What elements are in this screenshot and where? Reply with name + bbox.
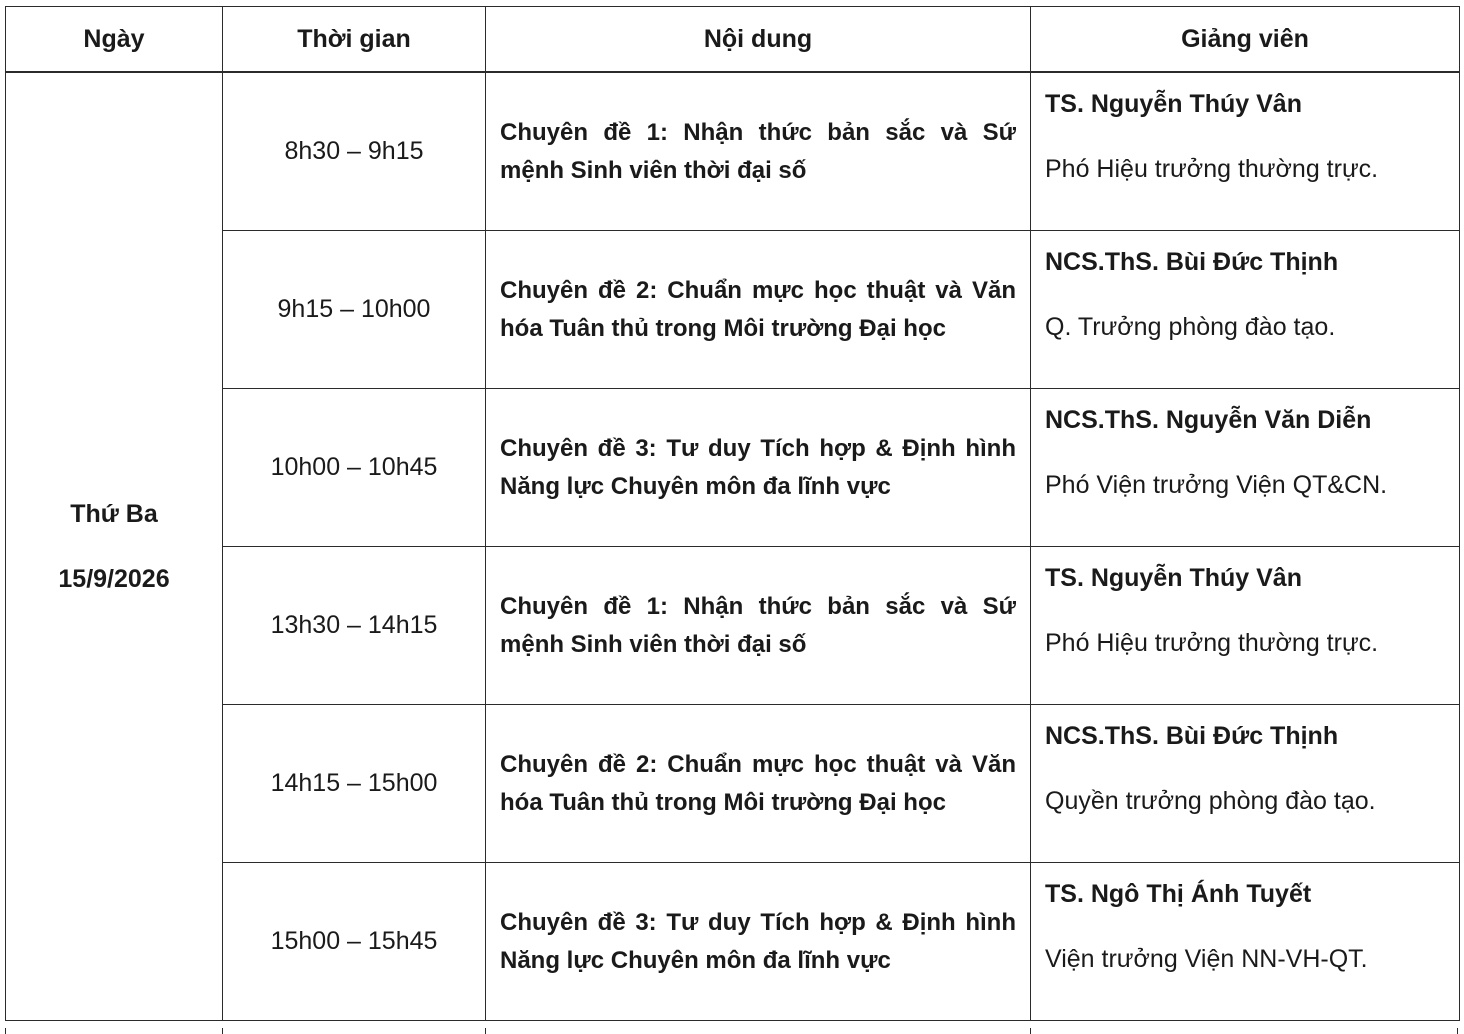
date-cell: [6, 72, 223, 1021]
lecturer-role: Phó Hiệu trưởng thường trực.: [1045, 155, 1379, 183]
lecturer-cell: [1031, 231, 1460, 389]
divider: [485, 1028, 486, 1034]
header-row: [6, 7, 1460, 73]
lecturer-name: TS. Ngô Thị Ánh Tuyết: [1045, 880, 1312, 908]
time-cell: 10h00 – 10h45: [223, 389, 486, 547]
lecturer-cell: [1031, 547, 1460, 705]
lecturer-name: TS. Nguyễn Thúy Vân: [1045, 90, 1302, 118]
header-day: Ngày: [6, 7, 223, 73]
table-row: [6, 705, 1460, 863]
lecturer-role: Quyền trưởng phòng đào tạo.: [1045, 787, 1376, 815]
divider: [5, 1028, 6, 1034]
topic-cell: Chuyên đề 1: Nhận thức bản sắc và Sứ mệnh Sinh viên thời đại số: [486, 72, 1031, 231]
lecturer-name: NCS.ThS. Bùi Đức Thịnh: [1045, 722, 1339, 750]
header-time: Thời gian: [223, 7, 486, 73]
time-cell: 15h00 – 15h45: [223, 863, 486, 1021]
lecturer-name: TS. Nguyễn Thúy Vân: [1045, 564, 1302, 592]
next-row-fragment: [5, 1028, 1459, 1034]
table-row: [6, 389, 1460, 547]
date: 15/9/2026: [58, 565, 170, 593]
divider: [1457, 1028, 1458, 1034]
lecturer-role: Phó Viện trưởng Viện QT&CN.: [1045, 471, 1388, 499]
header-content: Nội dung: [486, 7, 1031, 73]
time-cell: 8h30 – 9h15: [223, 72, 486, 231]
table-row: [6, 72, 1460, 231]
lecturer-name: NCS.ThS. Nguyễn Văn Diễn: [1045, 406, 1372, 434]
table-row: [6, 231, 1460, 389]
table-row: [6, 547, 1460, 705]
lecturer-name: NCS.ThS. Bùi Đức Thịnh: [1045, 248, 1339, 276]
topic-cell: Chuyên đề 3: Tư duy Tích hợp & Định hình Năng lực Chuyên môn đa lĩnh vực: [486, 863, 1031, 1021]
header-lecturer: Giảng viên: [1031, 7, 1460, 73]
lecturer-role: Viện trưởng Viện NN-VH-QT.: [1045, 945, 1368, 973]
schedule-table: [5, 6, 1460, 1021]
divider: [222, 1028, 223, 1034]
time-cell: 9h15 – 10h00: [223, 231, 486, 389]
lecturer-cell: [1031, 389, 1460, 547]
topic-cell: Chuyên đề 3: Tư duy Tích hợp & Định hình Năng lực Chuyên môn đa lĩnh vực: [486, 389, 1031, 547]
topic-cell: Chuyên đề 2: Chuẩn mực học thuật và Văn hóa Tuân thủ trong Môi trường Đại học: [486, 705, 1031, 863]
topic-cell: Chuyên đề 2: Chuẩn mực học thuật và Văn hóa Tuân thủ trong Môi trường Đại học: [486, 231, 1031, 389]
lecturer-cell: [1031, 705, 1460, 863]
divider: [1030, 1028, 1031, 1034]
weekday: Thứ Ba: [70, 500, 158, 528]
lecturer-role: Phó Hiệu trưởng thường trực.: [1045, 629, 1379, 657]
topic-cell: Chuyên đề 1: Nhận thức bản sắc và Sứ mệnh Sinh viên thời đại số: [486, 547, 1031, 705]
time-cell: 13h30 – 14h15: [223, 547, 486, 705]
time-cell: 14h15 – 15h00: [223, 705, 486, 863]
lecturer-cell: [1031, 72, 1460, 231]
table-row: [6, 863, 1460, 1021]
lecturer-role: Q. Trưởng phòng đào tạo.: [1045, 313, 1336, 341]
lecturer-cell: [1031, 863, 1460, 1021]
